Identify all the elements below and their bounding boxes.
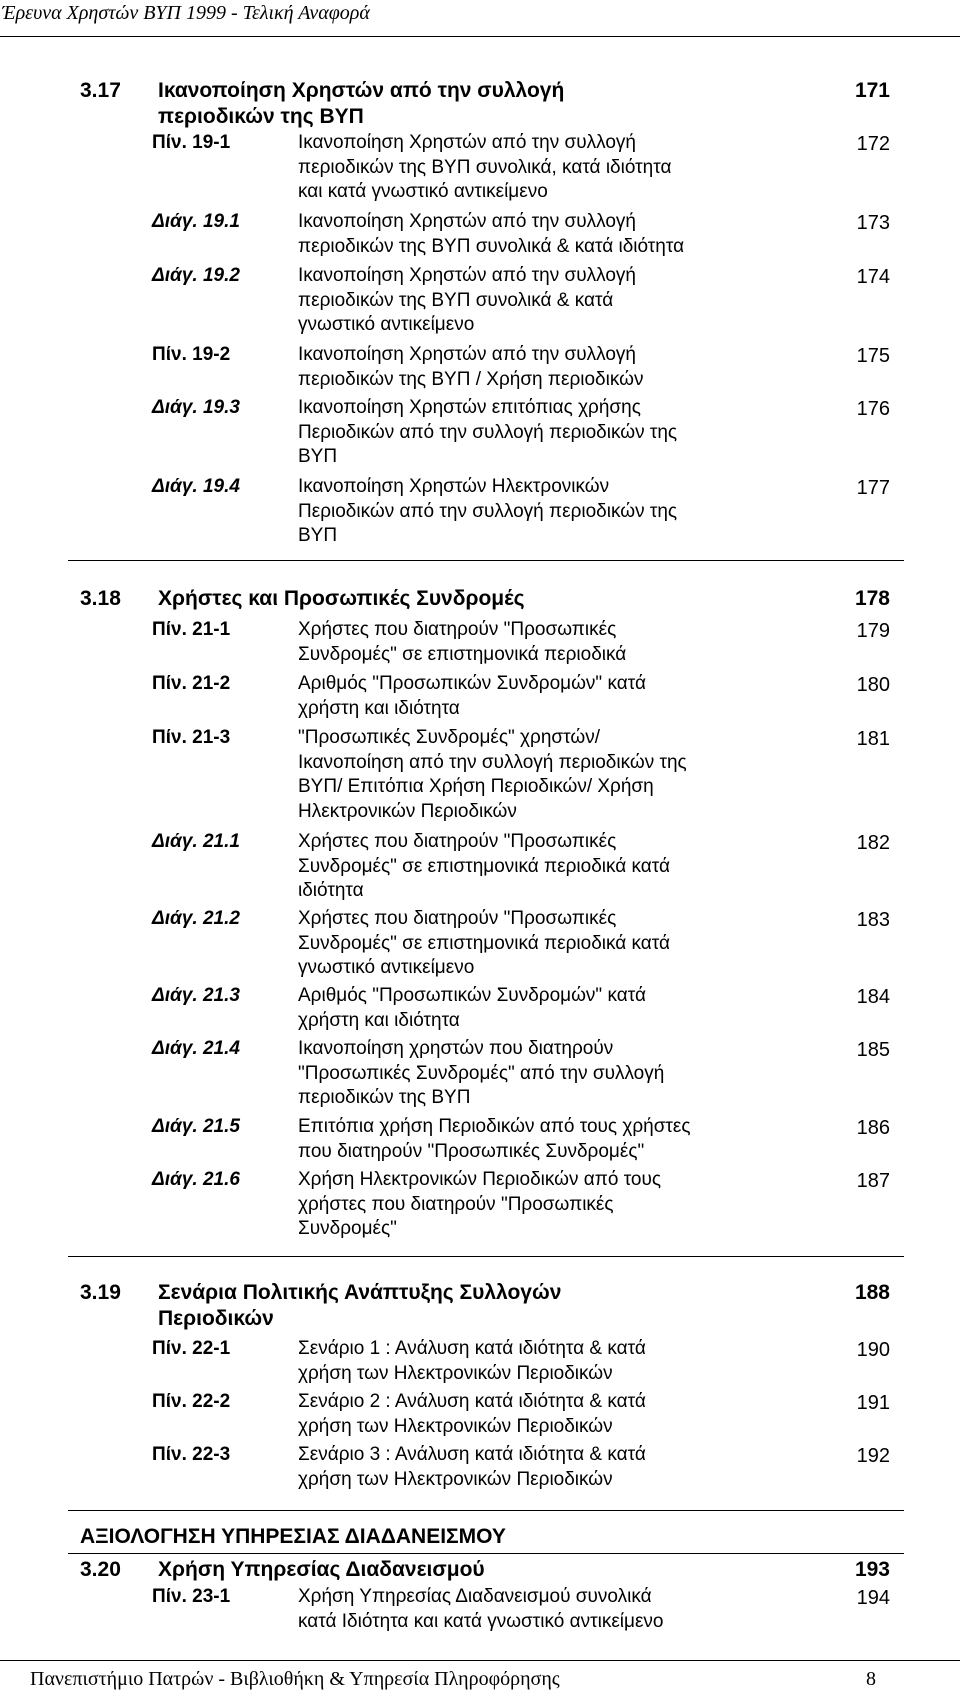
entry-page-number: 192	[856, 1445, 890, 1467]
entry-title	[298, 1585, 753, 1634]
entry-label: Πίν. 22-1	[152, 1338, 231, 1359]
entry-title-line: "Προσωπικές Συνδρομές" από την συλλογή	[298, 1062, 665, 1084]
section-title	[158, 1280, 738, 1332]
entry-title-line: Χρήση Ηλεκτρονικών Περιοδικών από τους	[298, 1169, 662, 1190]
entry-label: Πίν. 22-3	[152, 1444, 231, 1465]
entry-title-line: και κατά γνωστικό αντικείμενο	[298, 181, 548, 202]
section-page-number: 178	[854, 587, 890, 610]
entry-title-line: χρήση των Ηλεκτρονικών Περιοδικών	[298, 1362, 613, 1384]
entry-title	[298, 672, 753, 721]
entry-label: Διάγ. 21.6	[152, 1169, 240, 1190]
entry-title-line: περιοδικών της ΒΥΠ	[298, 1087, 471, 1108]
entry-label: Πίν. 22-2	[152, 1391, 231, 1412]
entry-title-line: Χρήστες που διατηρούν "Προσωπικές	[298, 908, 617, 929]
section-page-number: 188	[854, 1281, 890, 1304]
section-rule	[68, 560, 904, 561]
entry-title-line: Περιοδικών από την συλλογή περιοδικών της	[298, 421, 678, 443]
section-number: 3.18	[80, 587, 121, 610]
entry-page-number: 174	[856, 266, 890, 288]
entry-label: Διάγ. 21.3	[152, 985, 240, 1006]
section-title	[158, 1557, 738, 1583]
entry-title-line: Χρήστες που διατηρούν "Προσωπικές	[298, 831, 617, 852]
entry-title-line: Συνδρομές" σε επιστημονικά περιοδικά	[298, 643, 627, 665]
entry-title-line: Συνδρομές" σε επιστημονικά περιοδικά κατά	[298, 932, 671, 954]
entry-page-number: 186	[856, 1117, 890, 1139]
section-rule	[68, 1510, 904, 1511]
running-footer	[30, 1666, 940, 1692]
section-title	[158, 78, 738, 130]
section-rule	[68, 1553, 904, 1554]
entry-title-line: χρήση των Ηλεκτρονικών Περιοδικών	[298, 1415, 613, 1437]
entry-title-line: περιοδικών της ΒΥΠ / Χρήση περιοδικών	[298, 368, 644, 390]
entry-page-number: 181	[856, 728, 890, 750]
entry-page-number: 183	[856, 909, 890, 931]
section-number: 3.19	[80, 1281, 121, 1304]
entry-title	[298, 830, 753, 904]
entry-title	[298, 343, 753, 392]
entry-label: Διάγ. 21.1	[152, 831, 240, 852]
entry-title-line: Αριθμός "Προσωπικών Συνδρομών" κατά	[298, 985, 646, 1006]
entry-label: Διάγ. 19.2	[152, 265, 240, 286]
footer-rule	[0, 1660, 960, 1661]
entry-title	[298, 1337, 753, 1386]
entry-title-line: Ικανοποίηση Χρηστών επιτόπιας χρήσης	[298, 397, 641, 418]
entry-title-line: ΒΥΠ	[298, 525, 338, 546]
entry-title-line: Σενάριο 3 : Ανάλυση κατά ιδιότητα & κατά	[298, 1444, 646, 1465]
entry-title-line: "Προσωπικές Συνδρομές" χρηστών/	[298, 727, 600, 748]
section-title-line: περιοδικών της ΒΥΠ	[158, 105, 364, 128]
entry-title-line: Ικανοποίηση Χρηστών Ηλεκτρονικών	[298, 476, 610, 497]
section-rule	[68, 1256, 904, 1257]
entry-title-line: κατά Ιδιότητα και κατά γνωστικό αντικείμενο	[298, 1610, 664, 1632]
entry-page-number: 172	[856, 133, 890, 155]
entry-page-number: 173	[856, 212, 890, 234]
entry-title-line: ΒΥΠ/ Επιτόπια Χρήση Περιοδικών/ Χρήση	[298, 776, 654, 797]
entry-title-line: Σενάριο 1 : Ανάλυση κατά ιδιότητα & κατά	[298, 1338, 646, 1359]
entry-title	[298, 1037, 753, 1111]
section-title-line: Ικανοποίηση Χρηστών από την συλλογή	[158, 79, 565, 102]
entry-title-line: Χρήστες που διατηρούν "Προσωπικές	[298, 619, 617, 640]
entry-title	[298, 726, 753, 824]
entry-title-line: ιδιότητα	[298, 880, 364, 901]
entry-title-line: γνωστικό αντικείμενο	[298, 957, 475, 978]
entry-title-line: Ικανοποίηση Χρηστών από την συλλογή	[298, 265, 636, 286]
entry-title-line: περιοδικών της ΒΥΠ συνολικά, κατά ιδιότητα	[298, 156, 672, 178]
entry-label: Πίν. 21-2	[152, 673, 231, 694]
entry-title	[298, 907, 753, 981]
entry-title-line: ΒΥΠ	[298, 446, 338, 467]
entry-page-number: 190	[856, 1339, 890, 1361]
entry-page-number: 191	[856, 1392, 890, 1414]
section-number: 3.17	[80, 79, 121, 102]
entry-title	[298, 1390, 753, 1439]
entry-label: Πίν. 19-1	[152, 132, 231, 153]
entry-title-line: Σενάριο 2 : Ανάλυση κατά ιδιότητα & κατά	[298, 1391, 646, 1412]
entry-title-line: Συνδρομές" σε επιστημονικά περιοδικά κατά	[298, 855, 671, 877]
entry-title	[298, 131, 753, 205]
entry-title-line: Ικανοποίηση από την συλλογή περιοδικών της	[298, 751, 687, 773]
entry-page-number: 187	[856, 1170, 890, 1192]
entry-title-line: Επιτόπια χρήση Περιοδικών από τους χρήστες	[298, 1116, 691, 1137]
entry-page-number: 185	[856, 1039, 890, 1061]
entry-label: Πίν. 19-2	[152, 344, 231, 365]
entry-title-line: Ικανοποίηση χρηστών που διατηρούν	[298, 1038, 614, 1059]
section-page-number: 171	[854, 79, 890, 102]
entry-title-line: Αριθμός "Προσωπικών Συνδρομών" κατά	[298, 673, 646, 694]
section-number: 3.20	[80, 1558, 121, 1581]
entry-label: Διάγ. 19.4	[152, 476, 240, 497]
section-title	[158, 586, 738, 612]
entry-label: Διάγ. 19.3	[152, 397, 240, 418]
entry-label: Διάγ. 21.2	[152, 908, 240, 929]
entry-page-number: 176	[856, 398, 890, 420]
section-title-line: Περιοδικών	[158, 1307, 274, 1330]
entry-title-line: Ικανοποίηση Χρηστών από την συλλογή	[298, 211, 636, 232]
entry-title-line: χρήστες που διατηρούν "Προσωπικές	[298, 1193, 614, 1215]
entry-title	[298, 210, 753, 259]
entry-title-line: γνωστικό αντικείμενο	[298, 314, 475, 335]
entry-title	[298, 984, 753, 1033]
entry-page-number: 180	[856, 674, 890, 696]
footer-page-number: 8	[866, 1668, 876, 1690]
header-rule	[0, 36, 960, 37]
entry-title-line: χρήστη και ιδιότητα	[298, 697, 460, 719]
entry-title	[298, 396, 753, 470]
entry-label: Διάγ. 21.5	[152, 1116, 240, 1137]
entry-title-line: που διατηρούν "Προσωπικές Συνδρομές"	[298, 1140, 645, 1162]
entry-label: Πίν. 23-1	[152, 1586, 231, 1607]
section-title-line: Χρήστες και Προσωπικές Συνδρομές	[158, 587, 525, 610]
entry-title-line: περιοδικών της ΒΥΠ συνολικά & κατά	[298, 289, 614, 311]
entry-title-line: περιοδικών της ΒΥΠ συνολικά & κατά ιδιότητα	[298, 235, 685, 257]
entry-label: Διάγ. 21.4	[152, 1038, 240, 1059]
entry-title-line: χρήση των Ηλεκτρονικών Περιοδικών	[298, 1468, 613, 1490]
section-title-line: Χρήση Υπηρεσίας Διαδανεισμού	[158, 1558, 485, 1581]
entry-title-line: Συνδρομές"	[298, 1218, 397, 1239]
entry-page-number: 179	[856, 620, 890, 642]
entry-title-line: Χρήση Υπηρεσίας Διαδανεισμού συνολικά	[298, 1586, 652, 1607]
entry-title-line: Περιοδικών από την συλλογή περιοδικών της	[298, 500, 678, 522]
entry-title	[298, 1443, 753, 1492]
section-title-line: Σενάρια Πολιτικής Ανάπτυξης Συλλογών	[158, 1281, 562, 1304]
entry-label: Πίν. 21-1	[152, 619, 231, 640]
entry-title	[298, 475, 753, 549]
entry-title	[298, 1115, 753, 1164]
section-page-number: 193	[854, 1558, 890, 1581]
entry-page-number: 184	[856, 986, 890, 1008]
entry-title	[298, 264, 753, 338]
entry-page-number: 177	[856, 477, 890, 499]
entry-title-line: χρήστη και ιδιότητα	[298, 1009, 460, 1031]
entry-title-line: Ικανοποίηση Χρηστών από την συλλογή	[298, 132, 636, 153]
entry-title-line: Ικανοποίηση Χρηστών από την συλλογή	[298, 344, 636, 365]
entry-label: Διάγ. 19.1	[152, 211, 240, 232]
entry-title	[298, 618, 753, 667]
running-header: Έρευνα Χρηστών ΒΥΠ 1999 - Τελική Αναφορά	[2, 2, 370, 24]
entry-page-number: 182	[856, 832, 890, 854]
footer-text: Πανεπιστήμιο Πατρών - Βιβλιοθήκη & Υπηρεσία Πληροφόρησης	[30, 1668, 560, 1690]
entry-title	[298, 1168, 753, 1242]
part-heading-text: ΑΞΙΟΛΟΓΗΣΗ ΥΠΗΡΕΣΙΑΣ ΔΙΑΔΑΝΕΙΣΜΟΥ	[80, 1525, 506, 1548]
entry-title-line: Ηλεκτρονικών Περιοδικών	[298, 800, 517, 822]
entry-page-number: 175	[856, 345, 890, 367]
entry-page-number: 194	[856, 1587, 890, 1609]
entry-label: Πίν. 21-3	[152, 727, 231, 748]
